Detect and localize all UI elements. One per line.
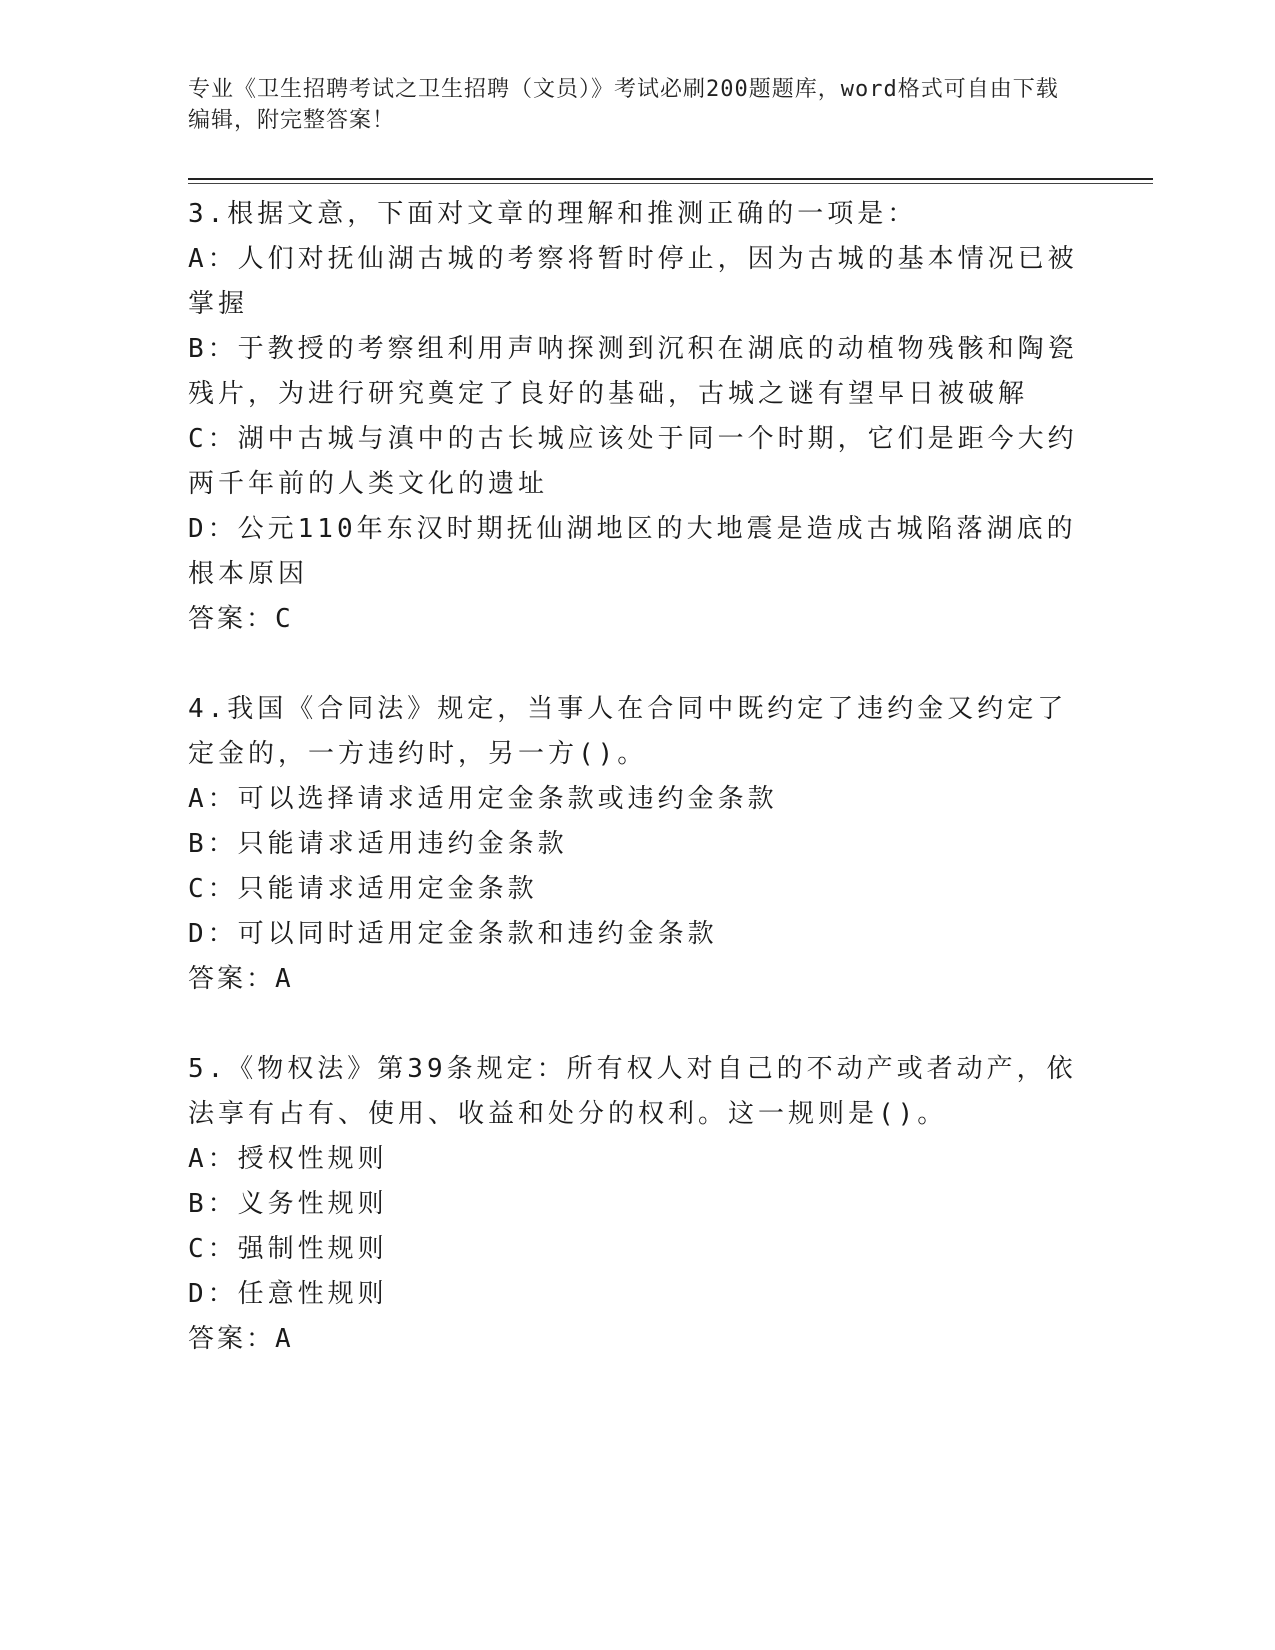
- question-stem: 4.我国《合同法》规定，当事人在合同中既约定了违约金又约定了定金的，一方违约时，另一方()。: [188, 694, 1068, 769]
- option-d: D：公元110年东汉时期抚仙湖地区的大地震是造成古城陷落湖底的根本原因: [188, 514, 1077, 589]
- answer-label: 答案：C: [188, 604, 294, 634]
- question-3: [188, 192, 1078, 642]
- header-divider-thick: [188, 178, 1153, 180]
- option-c: C：只能请求适用定金条款: [188, 874, 538, 904]
- answer-label: 答案：A: [188, 964, 294, 994]
- question-stem: 3.根据文意，下面对文章的理解和推测正确的一项是：: [188, 199, 918, 229]
- option-a: A：人们对抚仙湖古城的考察将暂时停止，因为古城的基本情况已被掌握: [188, 244, 1078, 319]
- document-header: 专业《卫生招聘考试之卫生招聘（文员）》考试必刷200题题库，word格式可自由下载编辑，附完整答案！: [188, 77, 1059, 133]
- option-b: B：义务性规则: [188, 1189, 388, 1219]
- option-c: C：湖中古城与滇中的古长城应该处于同一个时期，它们是距今大约两千年前的人类文化的遗址: [188, 424, 1078, 499]
- question-5: [188, 1047, 1078, 1362]
- option-b: B：只能请求适用违约金条款: [188, 829, 568, 859]
- question-list: [188, 192, 1078, 1407]
- option-a: A：授权性规则: [188, 1144, 388, 1174]
- option-b: B：于教授的考察组利用声呐探测到沉积在湖底的动植物残骸和陶瓷残片，为进行研究奠定了良好的基础，古城之谜有望早日被破解: [188, 334, 1078, 409]
- option-d: D：可以同时适用定金条款和违约金条款: [188, 919, 718, 949]
- answer-label: 答案：A: [188, 1324, 294, 1354]
- header-divider-thin: [188, 183, 1153, 184]
- question-stem: 5.《物权法》第39条规定：所有权人对自己的不动产或者动产，依法享有占有、使用、收益和处分的权利。这一规则是()。: [188, 1054, 1077, 1129]
- option-c: C：强制性规则: [188, 1234, 388, 1264]
- option-d: D：任意性规则: [188, 1279, 388, 1309]
- question-4: [188, 687, 1078, 1002]
- option-a: A：可以选择请求适用定金条款或违约金条款: [188, 784, 778, 814]
